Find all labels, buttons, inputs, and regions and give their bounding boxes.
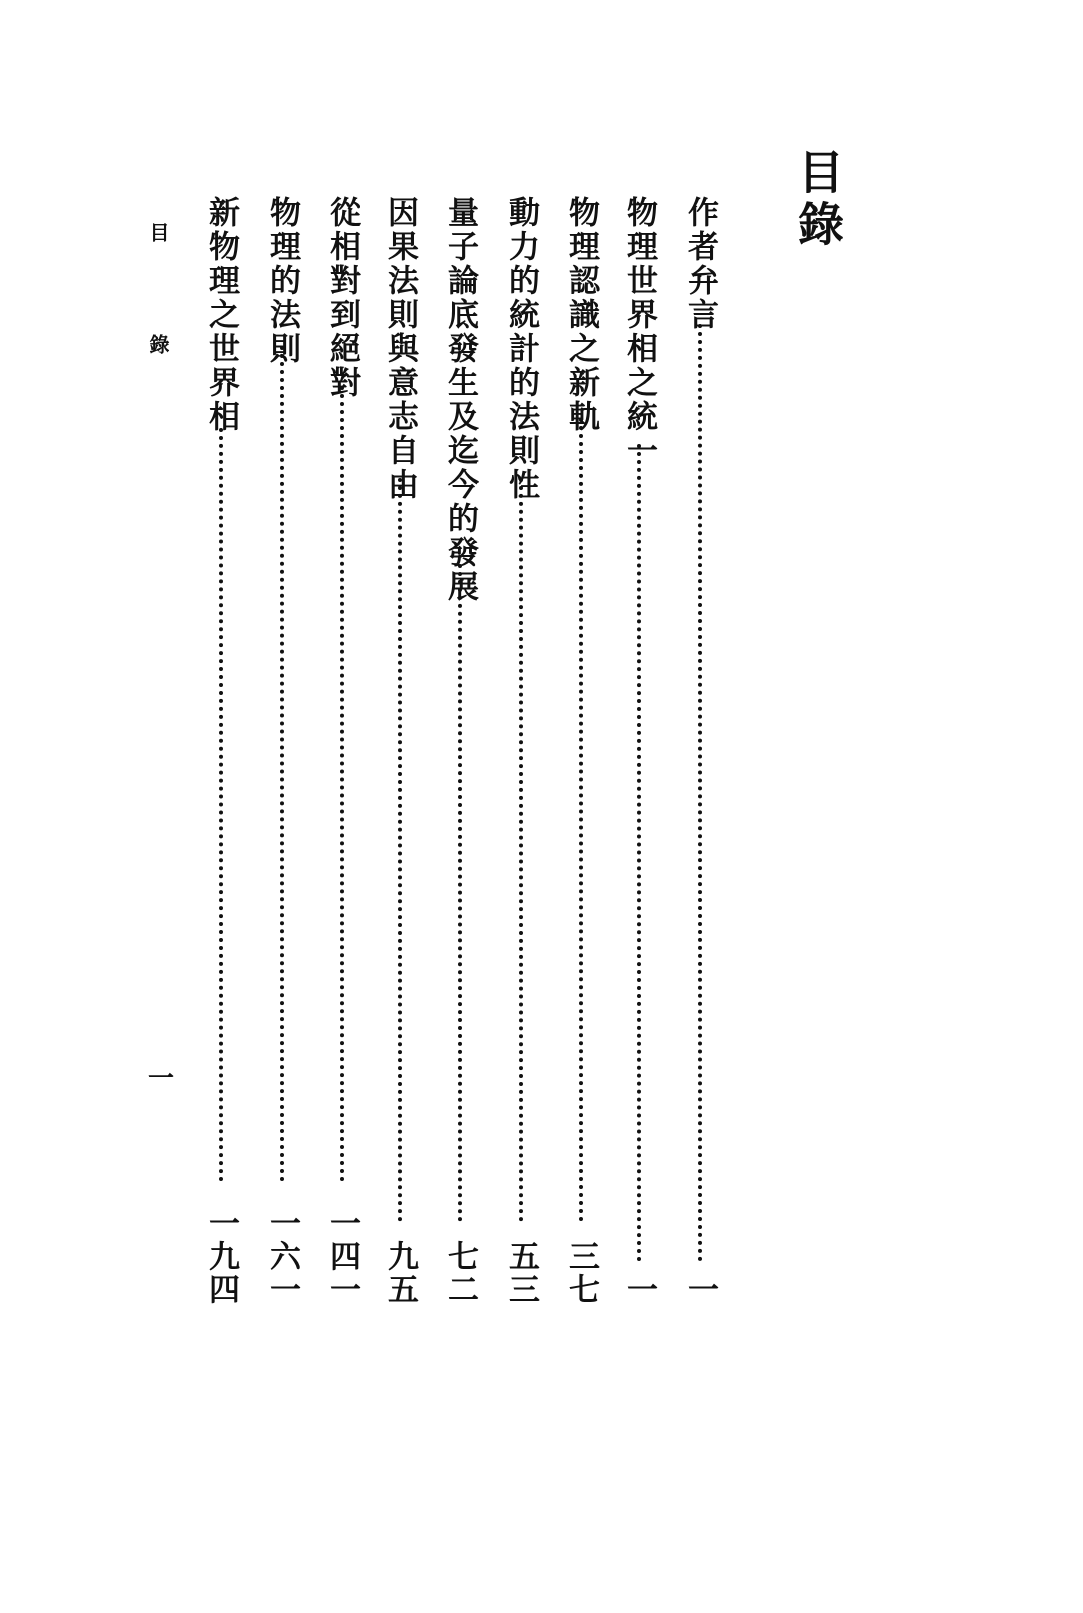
dot-leader: [398, 478, 402, 1222]
toc-entry-5[interactable]: [380, 196, 420, 1306]
toc-entry-page: 七二: [442, 1240, 478, 1306]
toc-entry-page: 一: [621, 1273, 657, 1306]
dot-leader: [340, 386, 344, 1182]
toc-entry-preface[interactable]: [680, 196, 720, 1306]
toc-entry-title: 新物理之世界相: [203, 196, 239, 434]
running-head-char: 目: [146, 222, 170, 242]
toc-entry-title: 因果法則與意志自由: [382, 196, 418, 502]
dot-leader: [219, 428, 223, 1182]
running-head-char: 錄: [146, 334, 170, 354]
toc-entry-title: 物理的法則: [264, 196, 300, 366]
toc-entry-title: 量子論底發生及迄今的發展: [442, 196, 478, 604]
page-number: 一: [148, 1064, 175, 1094]
toc-entry-6[interactable]: [322, 196, 362, 1306]
toc-entry-page: 九五: [382, 1240, 418, 1306]
toc-entry-page: 一: [682, 1273, 718, 1306]
dot-leader: [698, 324, 702, 1262]
toc-entry-4[interactable]: [440, 196, 480, 1306]
dot-leader: [637, 444, 641, 1262]
toc-entry-page: 五三: [503, 1240, 539, 1306]
toc-entry-title: 物理世界相之統一: [621, 196, 657, 468]
toc-entry-page: 一九四: [203, 1207, 239, 1306]
toc-entry-title: 作者弁言: [682, 196, 718, 332]
running-head: [148, 222, 168, 354]
page-title: 目錄: [791, 148, 845, 252]
toc-entry-title: 動力的統計的法則性: [503, 196, 539, 502]
toc-entry-3[interactable]: [501, 196, 541, 1306]
toc-entry-8[interactable]: [201, 196, 241, 1306]
dot-leader: [458, 564, 462, 1222]
toc-entry-title: 從相對到絕對: [324, 196, 360, 400]
toc-entry-page: 一六一: [264, 1207, 300, 1306]
dot-leader: [579, 418, 583, 1222]
toc-entry-7[interactable]: [262, 196, 302, 1306]
toc-entry-page: 一四一: [324, 1207, 360, 1306]
toc-entry-2[interactable]: [561, 196, 601, 1306]
dot-leader: [280, 346, 284, 1182]
toc-entry-page: 三七: [563, 1240, 599, 1306]
toc-entry-title: 物理認識之新軌: [563, 196, 599, 434]
dot-leader: [519, 478, 523, 1222]
toc-entry-1[interactable]: [619, 196, 659, 1306]
